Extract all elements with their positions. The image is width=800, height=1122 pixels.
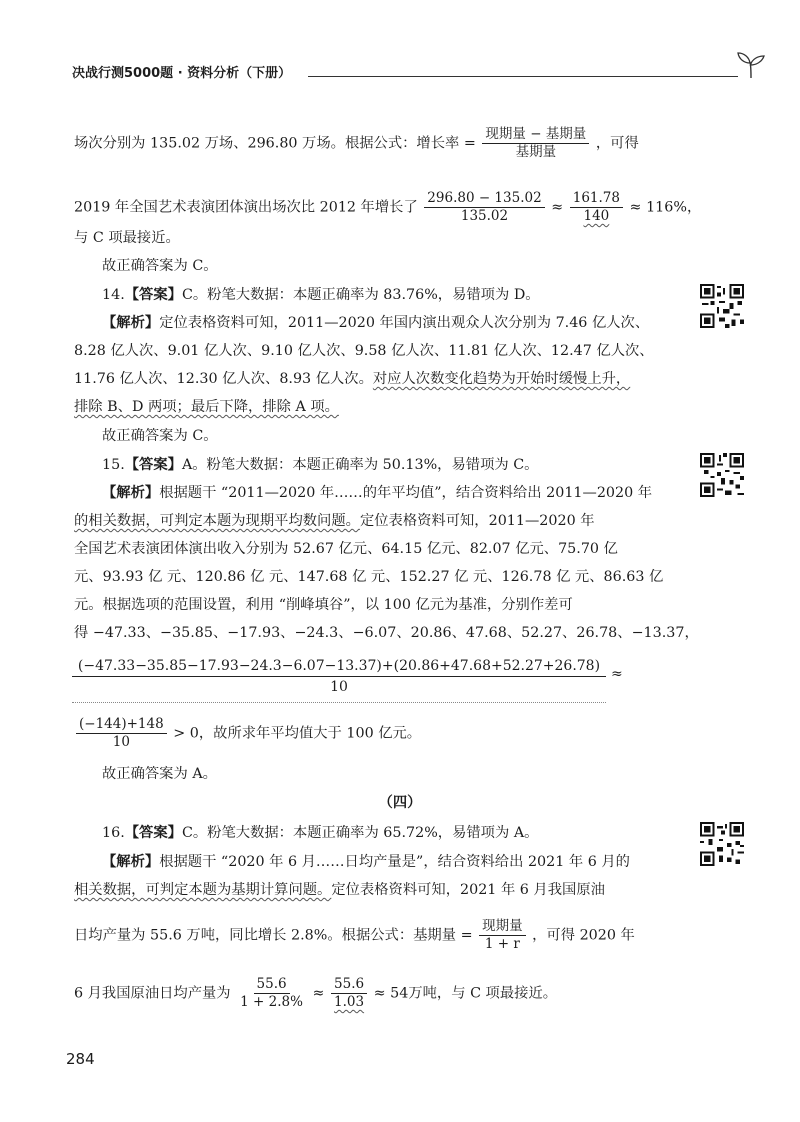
fraction-2 — [570, 190, 623, 225]
page-number: 284 — [66, 1050, 95, 1068]
answer-label: 【答案】 — [124, 825, 182, 841]
average-difference-fraction — [72, 656, 606, 697]
growth-rate-fraction — [482, 126, 589, 161]
fraction-numerator: 55.6 — [331, 976, 367, 994]
conclusion-line: 故正确答案为 C。 — [102, 258, 218, 274]
text-segment: ，可得 2020 年 — [532, 927, 635, 944]
fraction-1 — [424, 190, 544, 225]
paragraph-line: 8.28 亿人次、9.01 亿人次、9.10 亿人次、9.58 亿人次、11.81 亿人次、12.47 亿人次、 — [74, 343, 654, 359]
fraction-denominator: 1.03 — [334, 994, 365, 1010]
fraction-2 — [331, 976, 367, 1011]
paragraph-line — [74, 369, 630, 389]
emphasized-text: 的相关数据，可判定本题为现期平均数问题。 — [74, 513, 360, 529]
fraction-denominator: 1 + 2.8% — [240, 994, 303, 1010]
q14-answer-line — [102, 285, 540, 305]
analysis-label: 【解析】 — [102, 854, 160, 870]
answer-label: 【答案】 — [124, 457, 182, 473]
text-segment: 定位表格资料可知，2011—2020 年 — [359, 513, 595, 529]
approx-sign: ≈ — [611, 666, 623, 682]
q15-answer-line — [102, 455, 538, 475]
question-number: 15. — [102, 457, 125, 473]
answer-text: C。粉笔大数据：本题正确率为 65.72%，易错项为 A。 — [181, 825, 539, 841]
fraction-denominator: 基期量 — [515, 144, 557, 160]
answer-label: 【答案】 — [124, 287, 182, 303]
analysis-label: 【解析】 — [102, 485, 160, 501]
conclusion-line: 故正确答案为 A。 — [102, 766, 217, 782]
qr-code-icon — [700, 453, 744, 497]
section-title: （四） — [378, 795, 422, 811]
text-segment: ，可得 — [595, 135, 639, 152]
fraction-denominator: 135.02 — [460, 208, 509, 224]
text-segment: 11.76 亿人次、12.30 亿人次、8.93 亿人次。 — [74, 371, 373, 387]
small-fraction — [76, 716, 167, 751]
fraction-numerator: 现期量 — [479, 918, 526, 936]
q16-analysis-line-1 — [102, 852, 630, 872]
sprout-icon — [734, 48, 768, 82]
conclusion-line: 故正确答案为 C。 — [102, 428, 218, 444]
fraction-numerator: (−47.33−35.85−17.93−24.3−6.07−13.37)+(20.86+47.68+52.27+26.78) — [72, 656, 606, 677]
question-number: 16. — [102, 825, 125, 841]
analysis-text: 定位表格资料可知，2011—2020 年国内演出观众人次分别为 7.46 亿人次、 — [159, 315, 650, 331]
result-line — [74, 716, 421, 751]
paragraph-line: 元、93.93 亿 元、120.86 亿 元、147.68 亿 元、152.27 亿 元、126.78 亿 元、86.63 亿 — [74, 569, 664, 585]
analysis-text: 根据题干 “2011—2020 年……的年平均值”，结合资料给出 2011—2020 年 — [159, 485, 653, 501]
fraction-denominator: 140 — [583, 208, 610, 224]
answer-text: A。粉笔大数据：本题正确率为 50.13%，易错项为 C。 — [181, 457, 539, 473]
q16-answer-line — [102, 823, 538, 843]
paragraph-line: 元。根据选项的范围设置，利用 “削峰填谷”，以 100 亿元为基准，分别作差可 — [74, 597, 573, 613]
fraction-numerator: 161.78 — [570, 190, 623, 208]
q15-analysis-line-1 — [102, 483, 652, 503]
paragraph-line: 与 C 项最接近。 — [74, 230, 180, 246]
qr-code-q15[interactable] — [700, 453, 744, 497]
fraction-numerator: (−144)+148 — [76, 716, 167, 734]
text-segment: 6 月我国原油日均产量为 — [74, 985, 231, 1002]
fraction-numerator: 296.80 − 135.02 — [424, 190, 544, 208]
fraction-denominator: 1 + r — [484, 936, 520, 952]
qr-code-icon — [700, 822, 744, 866]
emphasized-text: 相关数据，可判定本题为基期计算问题。 — [74, 882, 332, 898]
approx-sign: ≈ — [551, 199, 564, 216]
formula-line-4 — [74, 976, 557, 1011]
fraction-1 — [237, 976, 306, 1011]
formula-line-3 — [74, 918, 635, 953]
dotted-rule — [72, 702, 606, 703]
running-header — [72, 64, 762, 88]
emphasized-text: 排除 B、D 两项；最后下降，排除 A 项。 — [74, 399, 339, 415]
base-period-fraction — [479, 918, 526, 953]
q14-analysis-line-1 — [102, 313, 649, 333]
text-segment: ≈ 116%， — [629, 199, 702, 216]
paragraph-line — [74, 880, 605, 900]
text-segment: > 0，故所求年平均值大于 100 亿元。 — [173, 725, 422, 742]
qr-code-q14[interactable] — [700, 284, 744, 328]
text-segment: 定位表格资料可知，2021 年 6 月我国原油 — [331, 882, 605, 898]
qr-code-icon — [700, 284, 744, 328]
text-segment: 场次分别为 135.02 万场、296.80 万场。根据公式：增长率 = — [74, 135, 476, 152]
text-segment: ≈ 54万吨，与 C 项最接近。 — [373, 985, 558, 1002]
emphasized-text: 对应人次数变化趋势为开始时缓慢上升， — [372, 371, 631, 387]
approx-sign: ≈ — [312, 985, 325, 1002]
fraction-numerator: 55.6 — [254, 976, 290, 994]
formula-line-2 — [74, 190, 701, 225]
fraction-numerator: 现期量 − 基期量 — [482, 126, 589, 144]
question-number: 14. — [102, 287, 125, 303]
text-segment: 日均产量为 55.6 万吨，同比增长 2.8%。根据公式：基期量 = — [74, 927, 473, 944]
fraction-denominator: 10 — [112, 734, 130, 750]
analysis-text: 根据题干 “2020 年 6 月……日均产量是”，结合资料给出 2021 年 6 月的 — [159, 854, 630, 870]
answer-text: C。粉笔大数据：本题正确率为 83.76%，易错项为 D。 — [181, 287, 540, 303]
text-segment: 2019 年全国艺术表演团体演出场次比 2012 年增长了 — [74, 199, 418, 216]
analysis-label: 【解析】 — [102, 315, 160, 331]
fraction-denominator: 10 — [330, 679, 348, 695]
book-title: 决战行测5000题 · 资料分析（下册） — [72, 66, 292, 81]
paragraph-line: 全国艺术表演团体演出收入分别为 52.67 亿元、64.15 亿元、82.07 亿元、75.70 亿 — [74, 541, 618, 557]
formula-line-1 — [74, 126, 639, 161]
paragraph-line: 得 −47.33、−35.85、−17.93、−24.3、−6.07、20.86、47.68、52.27、26.78、−13.37， — [74, 625, 699, 641]
paragraph-line — [74, 511, 595, 531]
header-rule — [308, 76, 738, 77]
qr-code-q16[interactable] — [700, 822, 744, 866]
